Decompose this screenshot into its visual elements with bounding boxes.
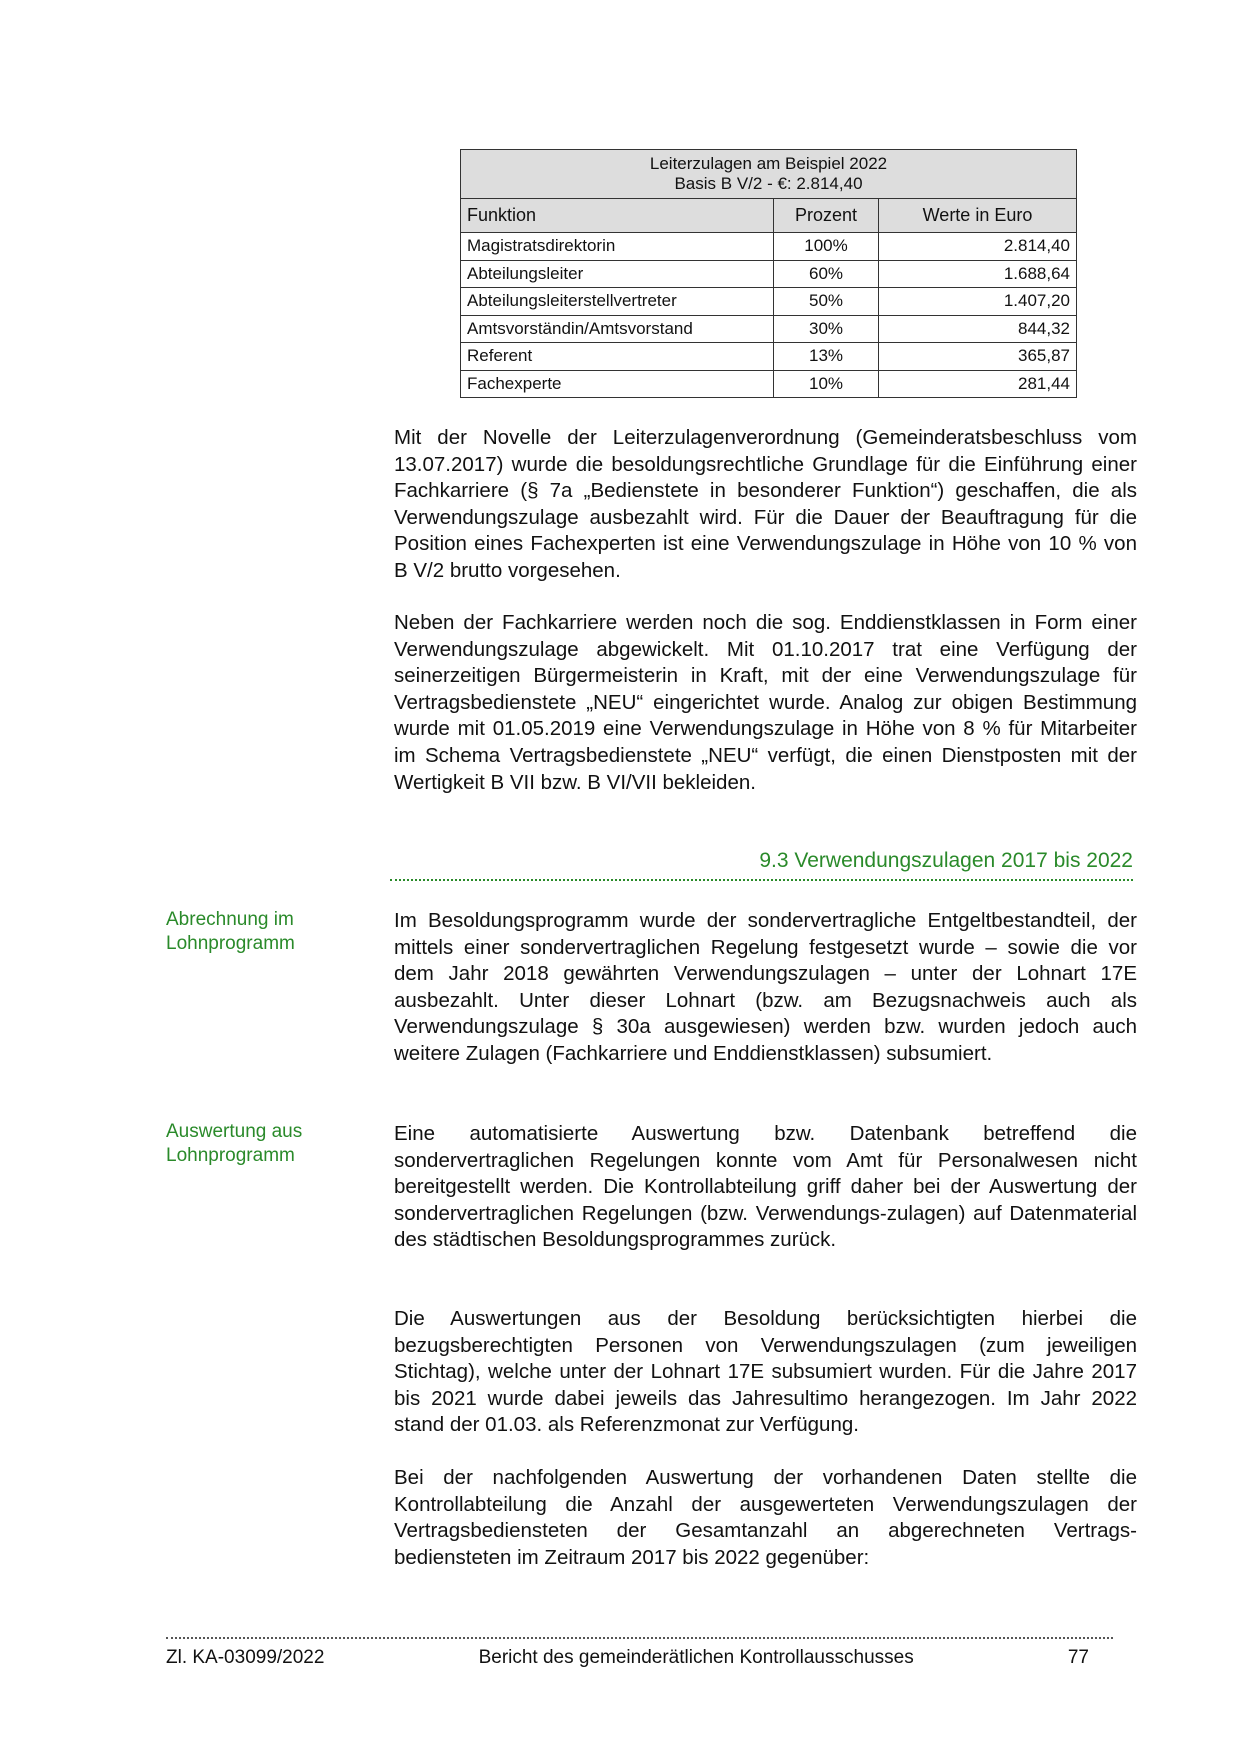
cell: Amtsvorständin/Amtsvorstand <box>461 315 774 343</box>
cell: Referent <box>461 343 774 371</box>
leiterzulagen-table <box>460 149 1077 398</box>
cell: 30% <box>774 315 879 343</box>
table-row <box>461 260 1077 288</box>
cell: 60% <box>774 260 879 288</box>
col-header: Funktion <box>461 199 774 233</box>
paragraph: Mit der Novelle der Leiterzulagenverordnung (Gemeinderatsbeschluss vom 13.07.2017) wurde die besoldungsrechtliche Grundlage für die Einführung einer Fachkarriere (§ 7a „Bedienstete in besonderer Funktion“) geschaffen, die als Verwendungszulage ausbezahlt wird. Für die Dauer der Beauftragung für die Position eines Fachexperten ist eine Verwendungszulage in Höhe von 10 % von B V/2 brutto vorgesehen. <box>394 426 1137 582</box>
table-row <box>461 233 1077 261</box>
cell: Fachexperte <box>461 370 774 398</box>
table-row <box>461 370 1077 398</box>
cell: Abteilungsleiterstellvertreter <box>461 288 774 316</box>
cell: 1.407,20 <box>879 288 1077 316</box>
table-row <box>461 343 1077 371</box>
footer-title: Bericht des gemeinderätlichen Kontrollausschusses <box>478 1647 914 1668</box>
cell: 281,44 <box>879 370 1077 398</box>
cell: 50% <box>774 288 879 316</box>
table-subtitle: Basis B V/2 - €: 2.814,40 <box>674 174 863 193</box>
footer-reference: Zl. KA-03099/2022 <box>166 1647 325 1668</box>
section-heading: 9.3 Verwendungszulagen 2017 bis 2022 <box>390 849 1133 881</box>
table-caption <box>461 150 1077 199</box>
table-row <box>461 315 1077 343</box>
cell: Magistratsdirektorin <box>461 233 774 261</box>
cell: 844,32 <box>879 315 1077 343</box>
page-number: 77 <box>1067 1647 1089 1668</box>
paragraph: Im Besoldungsprogramm wurde der sondervertragliche Entgeltbestandteil, der mittels einer sondervertraglichen Regelung festgesetzt wurde – sowie die vor dem Jahr 2018 gewährten Verwendungszulagen – unter der Lohnart 17E ausbezahlt. Unter dieser Lohnart (bzw. am Bezugsnachweis auch als Verwendungszulage § 30a ausgewiesen) werden bzw. wurden jedoch auch weitere Zulagen (Fachkarriere und Enddienstklassen) subsumiert. <box>394 909 1137 1065</box>
paragraph: Die Auswertungen aus der Besoldung berücksichtigten hierbei die bezugsberechtigten Personen von Verwendungszulagen (zum jeweiligen Stichtag), welche unter der Lohnart 17E subsumiert wurden. Für die Jahre 2017 bis 2021 wurde dabei jeweils das Jahresultimo herangezogen. Im Jahr 2022 stand der 01.03. als Referenzmonat zur Verfügung. <box>394 1307 1137 1437</box>
cell: 100% <box>774 233 879 261</box>
cell: 1.688,64 <box>879 260 1077 288</box>
cell: 10% <box>774 370 879 398</box>
side-note: Abrechnung im Lohnprogramm <box>166 909 295 954</box>
col-header: Prozent <box>774 199 879 233</box>
table-title: Leiterzulagen am Beispiel 2022 <box>649 154 888 173</box>
table-row <box>461 288 1077 316</box>
cell: Abteilungsleiter <box>461 260 774 288</box>
footer <box>166 1637 1113 1669</box>
cell: 365,87 <box>879 343 1077 371</box>
cell: 2.814,40 <box>879 233 1077 261</box>
side-note: Auswertung aus Lohnprogramm <box>166 1121 303 1166</box>
paragraph: Neben der Fachkarriere werden noch die sog. Enddienstklassen in Form einer Verwendungszulage abgewickelt. Mit 01.10.2017 trat eine Verfügung der seinerzeitigen Bürgermeisterin in Kraft, mit der eine Verwendungszulage für Vertragsbedienstete „NEU“ eingerichtet wurde. Analog zur obigen Bestimmung wurde mit 01.05.2019 eine Verwendungszulage in Höhe von 8 % für Mitarbeiter im Schema Vertragsbedienstete „NEU“ verfügt, die einen Dienstposten mit der Wertigkeit B VII bzw. B VI/VII bekleiden. <box>394 611 1137 794</box>
paragraph: Bei der nachfolgenden Auswertung der vorhandenen Daten stellte die Kontrollabteilung die Anzahl der ausgewerteten Verwendungszulagen der Vertragsbediensteten der Gesamtanzahl an abgerechneten Vertrags-bediensteten im Zeitraum 2017 bis 2022 gegenüber: <box>394 1466 1137 1569</box>
col-header: Werte in Euro <box>879 199 1077 233</box>
paragraph: Eine automatisierte Auswertung bzw. Datenbank betreffend die sondervertraglichen Regelungen konnte vom Amt für Personalwesen nicht bereitgestellt werden. Die Kontrollabteilung griff daher bei der Auswertung der sondervertraglichen Regelungen (bzw. Verwendungs-zulagen) auf Datenmaterial des städtischen Besoldungsprogrammes zurück. <box>394 1122 1137 1252</box>
cell: 13% <box>774 343 879 371</box>
